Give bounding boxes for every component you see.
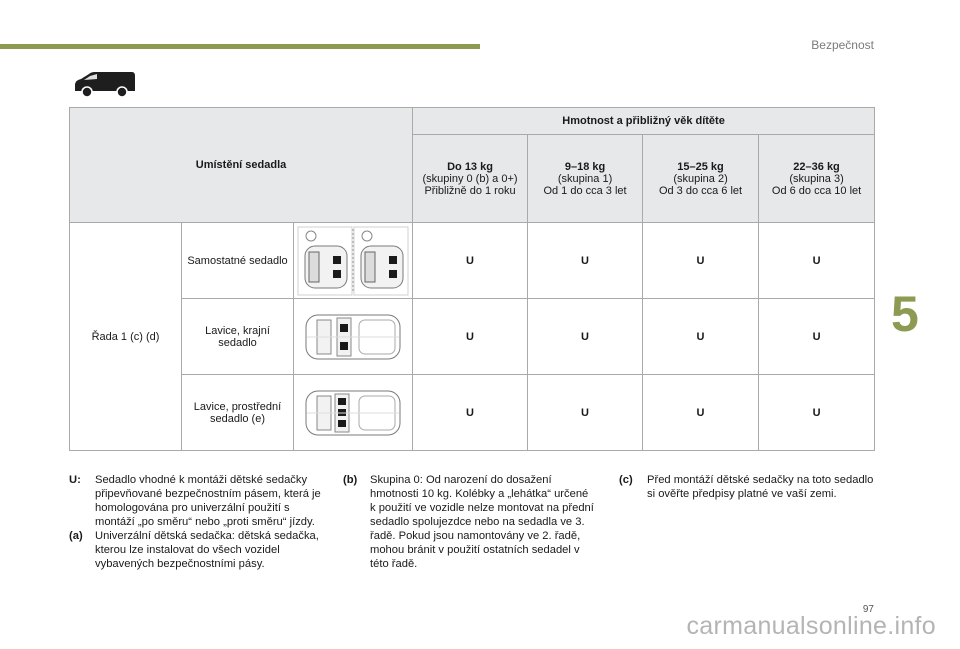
seat-diagram-individual: [294, 223, 413, 299]
cell-value: U: [759, 375, 875, 451]
table-row: [70, 299, 875, 375]
note-text: Univerzální dětská sedačka: dětská sedačka, kterou lze instalovat do všech vozidel vybavených bezpečnostními pásy.: [95, 530, 319, 570]
van-icon: [72, 70, 136, 98]
note-tag: (c): [619, 474, 633, 486]
group-header-1: 9–18 kg (skupina 1) Od 1 do cca 3 let: [528, 135, 643, 223]
cell-value: U: [643, 375, 759, 451]
note-text: Skupina 0: Od narození do dosažení hmotnosti 10 kg. Kolébky a „lehátka“ určené k použití ve vozidle nelze montovat na přední sedadlo spolujezdce nebo na sedadla ve 3. řadě. Pokud jsou namontovány ve 2. řadě, mohou bránit v použití ostatních sedadel v této řadě.: [370, 474, 594, 570]
cell-value: U: [528, 299, 643, 375]
group-header-2: 15–25 kg (skupina 2) Od 3 do cca 6 let: [643, 135, 759, 223]
note-tag: (b): [343, 474, 358, 486]
table-row: [70, 223, 875, 299]
note-b: [343, 473, 595, 571]
cell-value: U: [413, 223, 528, 299]
cell-value: U: [759, 299, 875, 375]
cell-value: U: [413, 299, 528, 375]
cell-value: U: [528, 223, 643, 299]
notes-column-1: [69, 473, 321, 571]
page-number: 97: [862, 604, 874, 615]
notes-column-3: [619, 473, 874, 501]
group-header-3: 22–36 kg (skupina 3) Od 6 do cca 10 let: [759, 135, 875, 223]
note-text: Před montáží dětské sedačky na toto sedadlo si ověřte předpisy platné ve vaší zemi.: [647, 474, 874, 500]
section-title: Bezpečnost: [811, 38, 874, 52]
cell-value: U: [643, 299, 759, 375]
seat-diagram-bench-outer: [294, 299, 413, 375]
seat-position-header: Umístění sedadla: [70, 108, 413, 223]
cell-value: U: [528, 375, 643, 451]
note-tag: U:: [69, 474, 81, 486]
child-seat-table: [69, 107, 875, 451]
group-header-0: Do 13 kg (skupiny 0 (b) a 0+) Přibližně do 1 roku: [413, 135, 528, 223]
note-tag: (a): [69, 530, 83, 542]
chapter-number: 5: [891, 286, 919, 342]
table-row: [70, 375, 875, 451]
row-label: Lavice, prostřední sedadlo (e): [182, 375, 294, 451]
watermark: carmanualsonline.info: [686, 612, 936, 640]
row-label: Lavice, krajní sedadlo: [182, 299, 294, 375]
note-a: [69, 529, 321, 571]
row-label: Samostatné sedadlo: [182, 223, 294, 299]
notes-column-2: [343, 473, 595, 571]
weight-age-header: Hmotnost a přibližný věk dítěte: [413, 108, 875, 135]
row-group-label: Řada 1 (c) (d): [70, 223, 182, 451]
note-u: [69, 473, 321, 529]
top-accent-bar: [0, 44, 480, 49]
seat-diagram-bench-middle: [294, 375, 413, 451]
note-c: [619, 473, 874, 501]
cell-value: U: [643, 223, 759, 299]
cell-value: U: [759, 223, 875, 299]
cell-value: U: [413, 375, 528, 451]
note-text: Sedadlo vhodné k montáži dětské sedačky připevňované bezpečnostním pásem, která je homologována pro univerzální použití s montáží „po směru“ nebo „proti směru“ jízdy.: [95, 474, 321, 528]
